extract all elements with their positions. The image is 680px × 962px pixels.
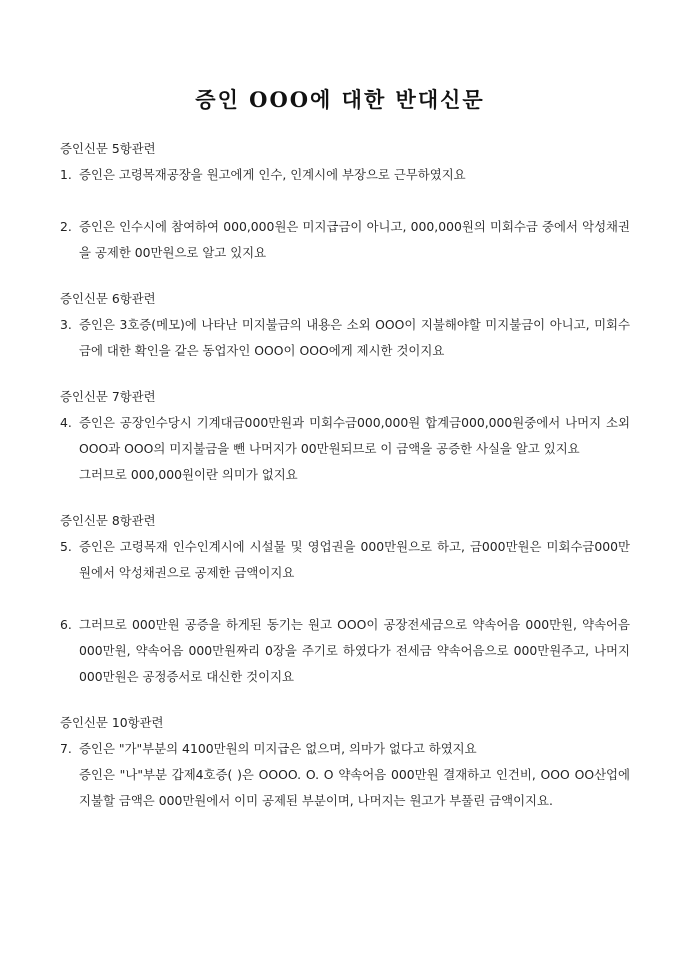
question-number: 3. [60, 317, 72, 332]
section-label: 증인신문 10항관련 [60, 715, 164, 730]
question-number: 2. [60, 219, 72, 234]
question-text: 증인은 "가"부분의 4100만원의 미지급은 없으며, 의마가 없다고 하였지요 [79, 741, 477, 756]
question-continuation: 그러므로 000,000원이란 의미가 없지요 [79, 467, 298, 482]
section-label: 증인신문 8항관련 [60, 513, 156, 528]
document-title: 증인 OOO에 대한 반대신문 [195, 87, 485, 112]
question-number: 5. [60, 539, 72, 554]
section-label: 증인신문 5항관련 [60, 141, 156, 156]
question-item [60, 612, 630, 690]
question-continuation: 증인은 "나"부분 갑제4호증( )은 OOOO. O. O 약속어음 000만원 결재하고 인건비, OOO OO산업에 지불할 금액은 000만원에서 이미 공제된 부분이며, 나머지는 원고가 부풀린 금액이지요. [79, 767, 630, 808]
section-label: 증인신문 7항관련 [60, 389, 156, 404]
question-text: 증인은 인수시에 참여하여 000,000원은 미지급금이 아니고, 000,000원의 미회수금 중에서 악성채권을 공제한 00만원으로 알고 있지요 [79, 219, 630, 260]
question-item [60, 410, 630, 462]
question-text: 증인은 고령목재 인수인계시에 시설물 및 영업권을 000만원으로 하고, 금000만원은 미회수금000만원에서 악성채권으로 공제한 금액이지요 [79, 539, 630, 580]
question-item [60, 736, 630, 762]
question-number: 7. [60, 741, 72, 756]
question-item [60, 214, 630, 266]
question-number: 1. [60, 167, 72, 182]
question-text: 그러므로 000만원 공증을 하게된 동기는 원고 OOO이 공장전세금으로 약속어음 000만원, 약속어음 000만원, 약속어음 000만원짜리 0장을 주기로 하였다가 전세금 약속어음으로 000만원주고, 나머지 000만원은 공정증서로 대신한 것이지요 [79, 617, 630, 684]
question-text: 증인은 공장인수당시 기계대금000만원과 미회수금000,000원 합계금000,000원중에서 나머지 소외 OOO과 OOO의 미지불금을 뺀 나머지가 00만원되므로 이 금액을 공증한 사실을 알고 있지요 [79, 415, 630, 456]
question-item [60, 162, 630, 188]
question-continuation-block [60, 762, 630, 814]
section-label: 증인신문 6항관련 [60, 291, 156, 306]
question-text: 증인은 3호증(메모)에 나타난 미지불금의 내용은 소외 OOO이 지불해야할 미지불금이 아니고, 미회수금에 대한 확인을 같은 동업자인 OOO이 OOO에게 제시한 것이지요 [79, 317, 630, 358]
question-item [60, 534, 630, 586]
question-text: 증인은 고령목재공장을 원고에게 인수, 인계시에 부장으로 근무하였지요 [79, 167, 466, 182]
question-item [60, 312, 630, 364]
document-body [60, 130, 630, 814]
question-number: 6. [60, 617, 72, 632]
question-number: 4. [60, 415, 72, 430]
